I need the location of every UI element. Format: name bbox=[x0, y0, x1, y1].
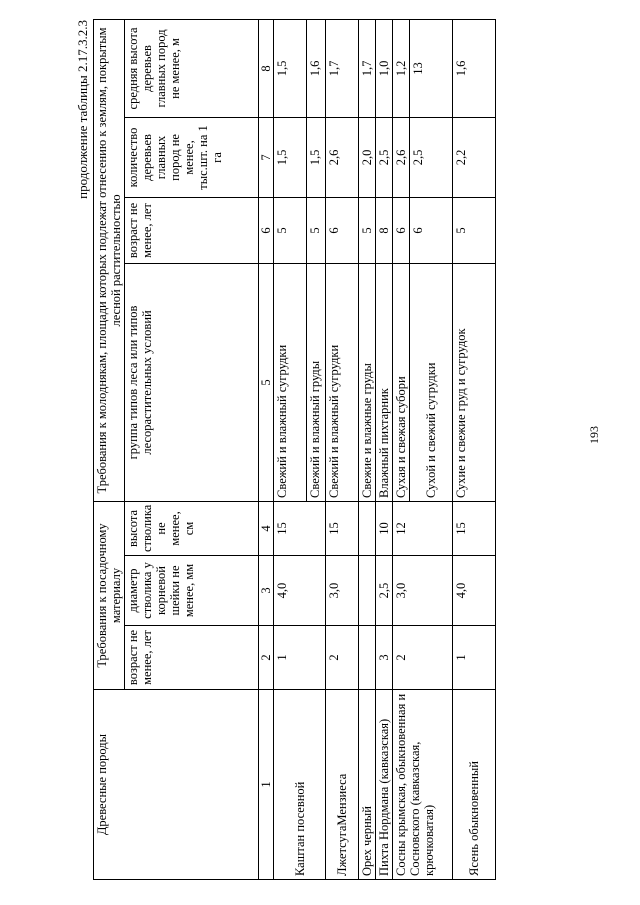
tree-count-cell: 1,5 bbox=[274, 117, 307, 197]
header-area-group: Требования к молоднякам, площади которых подлежат отнесению к землям, покрытым лесной растительностью bbox=[94, 19, 125, 501]
species-cell: Сосны крымская, обыкновенная и Сосновского (кавказская, крючковатая) bbox=[393, 690, 453, 880]
species-cell: Пихта Нордмана (кавказская) bbox=[376, 690, 393, 880]
column-number: 4 bbox=[259, 501, 274, 555]
species-cell: Ясень обыкновенный bbox=[453, 690, 496, 880]
requirements-table bbox=[93, 19, 496, 880]
species-cell: Орех черный bbox=[359, 690, 376, 880]
header-planting-group: Требования к посадочному материалу bbox=[94, 501, 125, 689]
avg-height-cell: 1,7 bbox=[359, 19, 376, 117]
planting-age-cell: 2 bbox=[326, 626, 359, 690]
forest-group-cell: Свежий и влажный груды bbox=[307, 263, 326, 501]
column-number: 7 bbox=[259, 117, 274, 197]
planting-height-cell: 15 bbox=[453, 501, 496, 555]
diameter-cell bbox=[359, 556, 376, 626]
planting-height-cell bbox=[359, 501, 376, 555]
stand-age-cell: 5 bbox=[359, 197, 376, 263]
planting-height-cell: 10 bbox=[376, 501, 393, 555]
column-number: 2 bbox=[259, 626, 274, 690]
column-number: 3 bbox=[259, 556, 274, 626]
species-cell: ЛжетсугаМензиеса bbox=[326, 690, 359, 880]
tree-count-cell: 2,2 bbox=[453, 117, 496, 197]
table-row bbox=[376, 19, 393, 879]
header-age: возраст не менее, лет bbox=[125, 626, 259, 690]
rotated-page bbox=[75, 20, 495, 880]
table-row bbox=[326, 19, 359, 879]
header-height: высота стволика не менее, см bbox=[125, 501, 259, 555]
tree-count-cell: 1,5 bbox=[307, 117, 326, 197]
table-row bbox=[453, 19, 496, 879]
forest-group-cell: Сухая и свежая субори bbox=[393, 263, 410, 501]
forest-group-cell: Свежие и влажные груды bbox=[359, 263, 376, 501]
column-number: 1 bbox=[259, 690, 274, 880]
avg-height-cell: 13 bbox=[410, 19, 453, 117]
column-number-row bbox=[259, 19, 274, 879]
header-count: количество деревьев главных пород не менее, тыс.шт. на 1 га bbox=[125, 117, 259, 197]
planting-age-cell: 3 bbox=[376, 626, 393, 690]
diameter-cell: 3,0 bbox=[326, 556, 359, 626]
header-species: Древесные породы bbox=[94, 690, 259, 880]
tree-count-cell: 2,6 bbox=[393, 117, 410, 197]
stand-age-cell: 5 bbox=[307, 197, 326, 263]
species-cell: Каштан посевной bbox=[274, 690, 326, 880]
table-row bbox=[274, 19, 307, 879]
column-number: 8 bbox=[259, 19, 274, 117]
stand-age-cell: 8 bbox=[376, 197, 393, 263]
stand-age-cell: 6 bbox=[393, 197, 410, 263]
forest-group-cell: Сухие и свежие груд и сугрудок bbox=[453, 263, 496, 501]
header-forest-group: группа типов леса или типов лесорастительных условий bbox=[125, 263, 259, 501]
header-diameter: диаметр стволика у корневой шейки не менее, мм bbox=[125, 556, 259, 626]
planting-age-cell: 2 bbox=[393, 626, 453, 690]
tree-count-cell: 2,6 bbox=[326, 117, 359, 197]
stand-age-cell: 5 bbox=[274, 197, 307, 263]
planting-height-cell: 15 bbox=[326, 501, 359, 555]
avg-height-cell: 1,7 bbox=[326, 19, 359, 117]
avg-height-cell: 1,6 bbox=[307, 19, 326, 117]
planting-age-cell: 1 bbox=[274, 626, 326, 690]
planting-height-cell: 15 bbox=[274, 501, 326, 555]
continuation-note: продолжение таблицы 2.17.3.2.3 bbox=[75, 20, 90, 199]
stand-age-cell: 6 bbox=[410, 197, 453, 263]
tree-count-cell: 2,5 bbox=[376, 117, 393, 197]
avg-height-cell: 1,6 bbox=[453, 19, 496, 117]
stand-age-cell: 5 bbox=[453, 197, 496, 263]
forest-group-cell: Свежий и влажный сугрудки bbox=[274, 263, 307, 501]
table-row bbox=[359, 19, 376, 879]
column-number: 5 bbox=[259, 263, 274, 501]
tree-count-cell: 2,5 bbox=[410, 117, 453, 197]
avg-height-cell: 1,0 bbox=[376, 19, 393, 117]
header-avg-height: средняя высота деревьев главных пород не менее, м bbox=[125, 19, 259, 117]
column-number: 6 bbox=[259, 197, 274, 263]
diameter-cell: 4,0 bbox=[274, 556, 326, 626]
table-row bbox=[393, 19, 410, 879]
planting-age-cell bbox=[359, 626, 376, 690]
diameter-cell: 3,0 bbox=[393, 556, 453, 626]
tree-count-cell: 2,0 bbox=[359, 117, 376, 197]
header-age2: возраст не менее, лет bbox=[125, 197, 259, 263]
diameter-cell: 2,5 bbox=[376, 556, 393, 626]
diameter-cell: 4,0 bbox=[453, 556, 496, 626]
page-number: 193 bbox=[587, 426, 601, 444]
planting-age-cell: 1 bbox=[453, 626, 496, 690]
planting-height-cell: 12 bbox=[393, 501, 453, 555]
forest-group-cell: Сухой и свежий сугрудки bbox=[410, 263, 453, 501]
stand-age-cell: 6 bbox=[326, 197, 359, 263]
forest-group-cell: Свежий и влажный сугрудки bbox=[326, 263, 359, 501]
avg-height-cell: 1,5 bbox=[274, 19, 307, 117]
avg-height-cell: 1,2 bbox=[393, 19, 410, 117]
forest-group-cell: Влажный пихтарник bbox=[376, 263, 393, 501]
